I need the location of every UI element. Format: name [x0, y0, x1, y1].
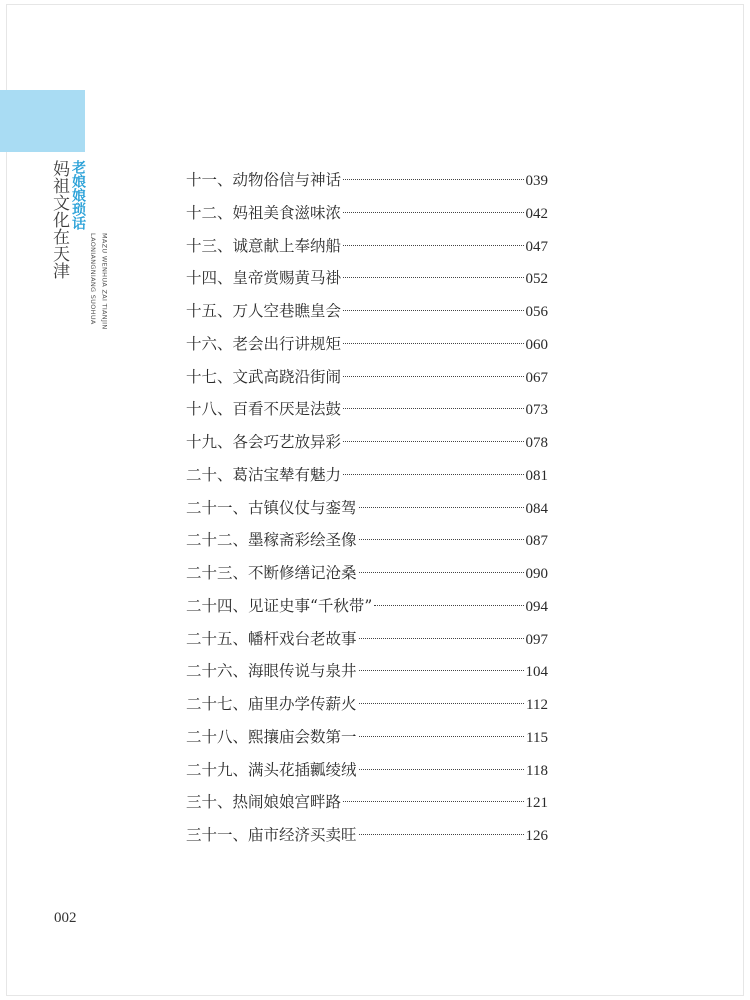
toc-dot-leader: [343, 376, 523, 377]
toc-entry-title: 十四、皇帝赏赐黄马褂: [186, 269, 342, 288]
toc-entry-title: 二十九、满头花插瓤绫绒: [186, 760, 357, 779]
toc-entry-title: 十八、百看不厌是法鼓: [186, 400, 342, 419]
toc-entry-page: 121: [525, 795, 548, 812]
toc-entry-title: 二十一、古镇仪仗与銮驾: [186, 498, 357, 517]
toc-entry-title: 二十、葛沽宝辇有魅力: [186, 465, 342, 484]
toc-entry[interactable]: [186, 725, 548, 758]
toc-entry-title: 二十七、庙里办学传薪火: [186, 695, 357, 713]
toc-entry-page: 042: [525, 205, 548, 222]
toc-dot-leader: [343, 408, 523, 409]
toc-dot-leader: [343, 343, 523, 344]
toc-dot-leader: [359, 703, 525, 704]
series-title: 妈祖文化在天津: [49, 160, 69, 279]
toc-dot-leader: [359, 507, 524, 508]
toc-dot-leader: [359, 834, 524, 835]
toc-entry[interactable]: [186, 234, 548, 267]
toc-entry-page: 073: [525, 402, 548, 419]
toc-entry-title: 三十、热闹娘娘宫畔路: [186, 793, 342, 812]
toc-dot-leader: [343, 245, 523, 246]
page-number: 002: [54, 910, 77, 926]
toc-entry-title: 十三、诚意献上奉纳船: [186, 236, 342, 255]
side-running-title: [50, 160, 107, 330]
toc-entry-title: 二十六、海眼传说与泉井: [186, 662, 357, 681]
toc-entry-title: 十七、文武高跷沿街闹: [186, 367, 342, 386]
toc-entry-title: 十五、万人空巷瞧皇会: [186, 302, 342, 320]
toc-entry-page: 060: [525, 336, 548, 353]
toc-entry-page: 126: [525, 828, 548, 844]
toc-dot-leader: [359, 539, 524, 540]
toc-entry-page: 090: [525, 566, 548, 582]
toc-entry-page: 052: [525, 271, 548, 288]
toc-dot-leader: [359, 638, 524, 639]
toc-entry-page: 056: [525, 304, 548, 320]
toc-entry-title: 二十三、不断修缮记沧桑: [186, 564, 357, 582]
toc-dot-leader: [343, 179, 523, 180]
pinyin-line-1: LAONIANGNIANG SUOHUA: [89, 233, 98, 325]
toc-entry-title: 二十二、墨稼斋彩绘圣像: [186, 531, 357, 550]
toc-entry-page: 084: [525, 500, 548, 517]
toc-entry[interactable]: [186, 692, 548, 725]
toc-entry[interactable]: [186, 332, 548, 365]
toc-entry[interactable]: [186, 463, 548, 496]
book-title-column: [71, 160, 85, 230]
toc-entry[interactable]: [186, 561, 548, 594]
toc-entry[interactable]: [186, 266, 548, 299]
toc-entry[interactable]: [186, 299, 548, 332]
toc-dot-leader: [359, 670, 524, 671]
toc-entry-title: 十九、各会巧艺放异彩: [186, 433, 342, 451]
toc-entry[interactable]: [186, 168, 548, 201]
toc-entry[interactable]: [186, 594, 548, 627]
toc-entry[interactable]: [186, 627, 548, 660]
toc-dot-leader: [343, 277, 523, 278]
chapter-color-tab: [0, 90, 85, 152]
toc-entry-title: 二十五、幡杆戏台老故事: [186, 629, 357, 648]
toc-entry-page: 104: [525, 664, 548, 681]
toc-entry-title: 十二、妈祖美食滋味浓: [186, 203, 342, 222]
toc-entry[interactable]: [186, 659, 548, 692]
book-title: 老娘娘琐话: [70, 160, 86, 230]
toc-dot-leader: [343, 801, 523, 802]
toc-entry-page: 047: [525, 238, 548, 255]
toc-entry[interactable]: [186, 430, 548, 463]
toc-dot-leader: [359, 736, 525, 737]
toc-dot-leader: [343, 212, 523, 213]
toc-entry-page: 081: [525, 467, 548, 484]
toc-entry[interactable]: [186, 790, 548, 823]
toc-entry[interactable]: [186, 823, 548, 856]
toc-entry-page: 097: [525, 631, 548, 648]
toc-entry-title: 二十四、见证史事“千秋带”: [186, 596, 373, 615]
toc-dot-leader: [359, 769, 525, 770]
toc-entry-title: 十一、动物俗信与神话: [186, 171, 342, 189]
toc-dot-leader: [374, 605, 523, 606]
toc-entry[interactable]: [186, 496, 548, 529]
toc-entry[interactable]: [186, 758, 548, 791]
pinyin-line-2: MAZU WENHUA ZAI TIANJIN: [100, 233, 109, 330]
toc-entry-page: 039: [525, 173, 548, 189]
toc-dot-leader: [343, 441, 523, 442]
toc-entry-page: 078: [525, 435, 548, 451]
toc-entry-page: 115: [526, 729, 548, 746]
toc-entry[interactable]: [186, 365, 548, 398]
toc-dot-leader: [343, 474, 523, 475]
toc-entry-title: 三十一、庙市经济买卖旺: [186, 826, 357, 844]
toc-dot-leader: [343, 310, 523, 311]
toc-entry[interactable]: [186, 397, 548, 430]
toc-entry-page: 067: [525, 369, 548, 386]
toc-entry-page: 087: [525, 533, 548, 550]
table-of-contents: [186, 168, 548, 856]
toc-dot-leader: [359, 572, 524, 573]
toc-entry-title: 十六、老会出行讲规矩: [186, 334, 342, 353]
toc-entry-page: 112: [526, 697, 548, 713]
toc-entry[interactable]: [186, 528, 548, 561]
toc-entry-page: 094: [525, 598, 548, 615]
toc-entry[interactable]: [186, 201, 548, 234]
toc-entry-title: 二十八、熙攘庙会数第一: [186, 727, 357, 746]
toc-entry-page: 118: [526, 762, 548, 779]
